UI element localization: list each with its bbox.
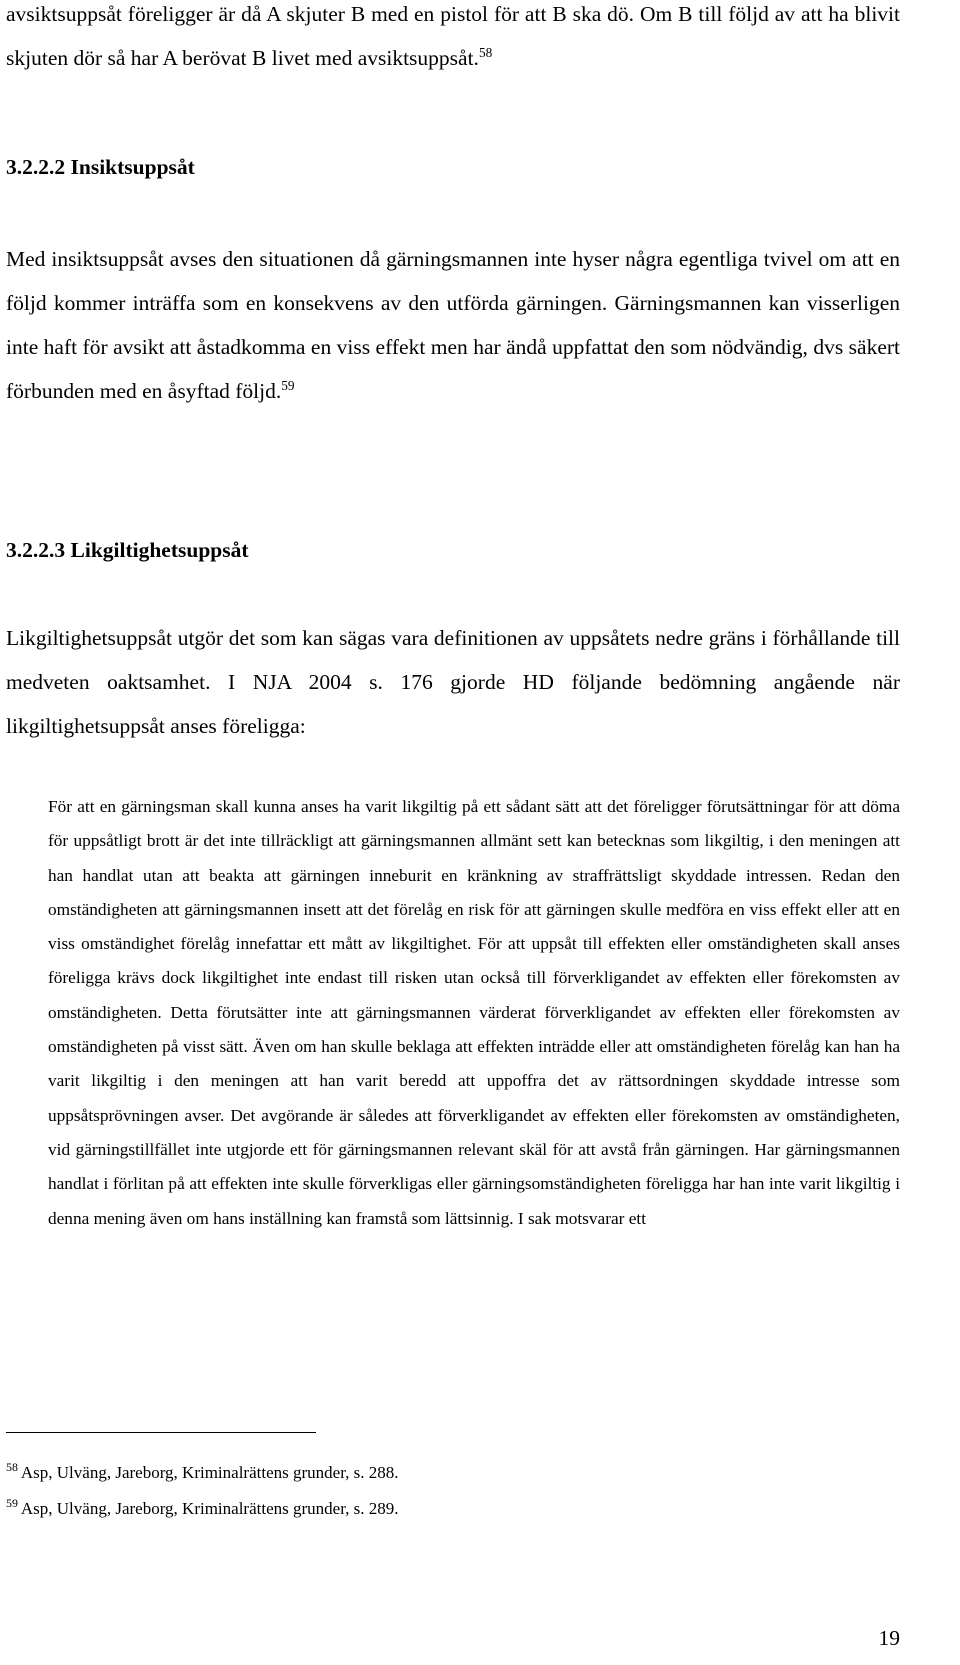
footnote-text: Asp, Ulväng, Jareborg, Kriminalrättens grunder, s. 289. [20, 1499, 399, 1518]
insiktsuppsat-paragraph [6, 237, 900, 416]
heading-insiktsuppsat: 3.2.2.2 Insiktsuppsåt [6, 155, 195, 179]
likgiltighetsuppsat-paragraph: Likgiltighetsuppsåt utgör det som kan sägas vara definitionen av uppsåtets nedre gräns i förhållande till medveten oaktsamhet. I NJA 2004 s. 176 gjorde HD följande bedömning angående när likgiltighetsuppsåt anses föreligga: [6, 626, 900, 738]
insiktsuppsat-text: Med insiktsuppsåt avses den situationen då gärningsmannen inte hyser några egentliga tvivel om att en följd kommer inträffa som en konsekvens av den utförda gärningen. Gärningsmannen kan visserligen inte haft för avsikt att åstadkomma en viss effekt men har ändå uppfattat den som nödvändig, dvs säkert förbunden med en åsyftad följd. [6, 247, 900, 403]
block-quote-nja-2004: För att en gärningsman skall kunna anses ha varit likgiltig på ett sådant sätt att det föreligger förutsättningar för att döma för uppsåtligt brott är det inte tillräckligt att gärningsmannen allmänt sett kan betecknas som likgiltig, i den meningen att han handlat utan att beakta att gärningen inneburit en kränkning av straffrättsligt skyddade intressen. Redan den omständigheten att gärningsmannen insett att det förelåg en risk för att gärningen skulle medföra en viss effekt eller att en viss omständighet förelåg innefattar ett mått av likgiltighet. För att uppsåt till effekten eller omständigheten skall anses föreligga krävs dock likgiltighet inte endast till risken utan också till förverkligandet av effekten eller förekomsten av omständigheten. Detta förutsätter inte att gärningsmannen värderat förverkligandet av effekten eller förekomsten av omständigheten på visst sätt. Även om han skulle beklaga att effekten inträdde eller att omständigheten förelåg kan han ha varit likgiltig i den meningen att han varit beredd att uppoffra det av rättsordningen skyddade intresse som uppsåtsprövningen avser. Det avgörande är således att förverkligandet av effekten eller förekomsten av omständigheten, vid gärningstillfället inte utgjorde ett för gärningsmannen relevant skäl för att avstå från gärningen. Har gärningsmannen handlat i förlitan på att effekten inte skulle förverkligas eller gärningsomständigheten föreligga har han inte varit likgiltig i denna mening även om hans inställning kan framstå som lättsinnig. I sak motsvarar ett [48, 797, 900, 1228]
intro-paragraph [6, 0, 900, 83]
footnote-number: 58 [6, 1460, 18, 1475]
page-number: 19 [878, 1626, 900, 1650]
footnote-ref-58: 58 [478, 45, 493, 61]
footnote-ref-59: 59 [281, 378, 295, 394]
footnote-text: Asp, Ulväng, Jareborg, Kriminalrättens grunder, s. 288. [20, 1463, 399, 1482]
footnote-number: 59 [6, 1496, 18, 1511]
intro-text: avsiktsuppsåt föreligger är då A skjuter B med en pistol för att B ska dö. Om B till följd av att ha blivit skjuten dör så har A berövat B livet med avsiktsuppsåt. [6, 2, 900, 70]
footnote-59 [6, 1497, 399, 1522]
footnote-separator [6, 1432, 316, 1433]
footnote-58 [6, 1461, 399, 1486]
heading-likgiltighetsuppsat: 3.2.2.3 Likgiltighetsuppsåt [6, 538, 249, 562]
